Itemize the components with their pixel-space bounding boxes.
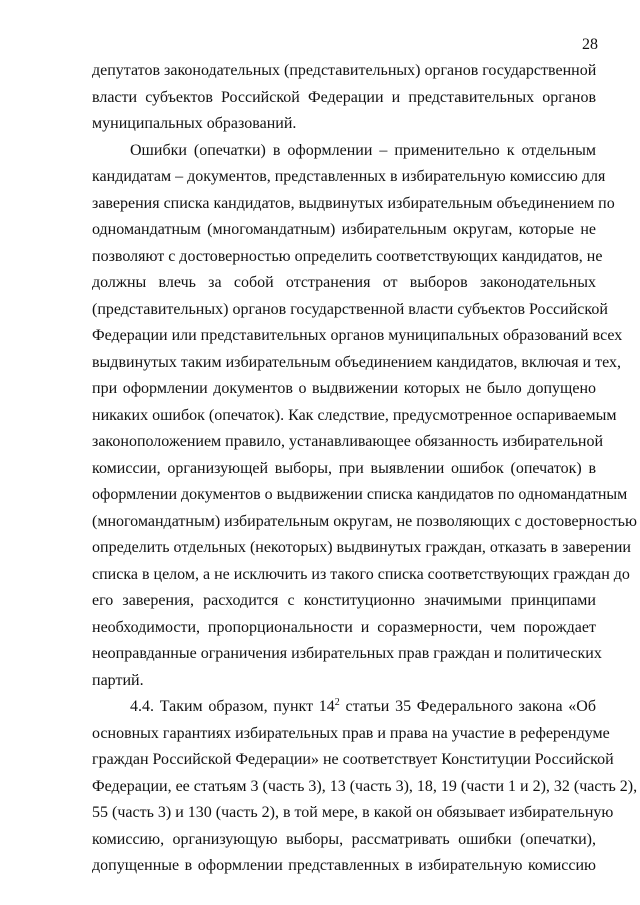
text-line: законоположением правило, устанавливающее обязанность избирательной <box>92 433 604 450</box>
text-line: Федерации или представительных органов муниципальных образований всех <box>92 327 623 344</box>
line-text-before: 4.4. Таким образом, пункт 14 <box>130 698 335 715</box>
text-line: его заверения, расходится с конституционно значимыми принципами <box>92 592 596 609</box>
text-line: комиссию, организующую выборы, рассматривать ошибки (опечатки), <box>92 830 596 848</box>
text-line: при оформлении документов о выдвижении которых не было допущено <box>92 380 596 397</box>
text-line: никаких ошибок (опечаток). Как следствие, предусмотренное оспариваемым <box>92 406 617 424</box>
line-text-after: статьи 35 Федерального закона «Об <box>339 698 597 715</box>
text-line: заверения списка кандидатов, выдвинутых избирательным объединением по <box>92 194 615 212</box>
text-line: 55 (часть 3) и 130 (часть 2), в той мере, в какой он обязывает избирательную <box>92 804 614 821</box>
text-line: позволяют с достоверностью определить соответствующих кандидатов, не <box>92 247 603 265</box>
paragraph-3 <box>92 694 638 880</box>
text-line: выдвинутых таким избирательным объединением кандидатов, включая и тех, <box>92 353 621 371</box>
text-line: оформлении документов о выдвижении списка кандидатов по одномандатным <box>92 486 628 503</box>
text-line: неоправданные ограничения избирательных прав граждан и политических <box>92 645 602 662</box>
text-line: Ошибки (опечатки) в оформлении – применительно к отдельным <box>130 141 596 159</box>
text-line: депутатов законодательных (представительных) органов государственной <box>92 62 597 79</box>
paragraph-1 <box>92 58 596 138</box>
text-line: основных гарантиях избирательных прав и права на участие в референдуме <box>92 724 610 742</box>
text-line: списка в целом, а не исключить из такого списка соответствующих граждан до <box>92 565 630 583</box>
page-number: 28 <box>582 36 598 53</box>
text-line: допущенные в оформлении представленных в избирательную комиссию <box>92 857 596 874</box>
text-line: муниципальных образований. <box>92 115 297 132</box>
text-line: кандидатам – документов, представленных в избирательную комиссию для <box>92 168 606 185</box>
text-line: необходимости, пропорциональности и соразмерности, чем порождает <box>92 618 596 636</box>
text-line: партий. <box>92 671 144 689</box>
text-line: определить отдельных (некоторых) выдвинутых граждан, отказать в заверении <box>92 539 631 556</box>
text-line: Федерации, ее статьям 3 (часть 3), 13 (часть 3), 18, 19 (части 1 и 2), 32 (часть 2), <box>92 777 638 795</box>
text-line: должны влечь за собой отстранения от выборов законодательных <box>92 274 596 291</box>
text-line: власти субъектов Российской Федерации и представительных органов <box>92 88 596 106</box>
text-line-first <box>92 694 596 721</box>
superscript: 2 <box>334 697 340 708</box>
text-line: комиссии, организующей выборы, при выявлении ошибок (опечаток) в <box>92 459 596 477</box>
text-line: (представительных) органов государственной власти субъектов Российской <box>92 300 608 318</box>
body-text <box>92 58 638 880</box>
text-line: (многомандатным) избирательным округам, не позволяющих с достоверностью <box>92 512 637 530</box>
text-line: одномандатным (многомандатным) избирательным округам, которые не <box>92 221 596 238</box>
text-line: граждан Российской Федерации» не соответствует Конституции Российской <box>92 751 614 768</box>
paragraph-2 <box>92 138 637 695</box>
